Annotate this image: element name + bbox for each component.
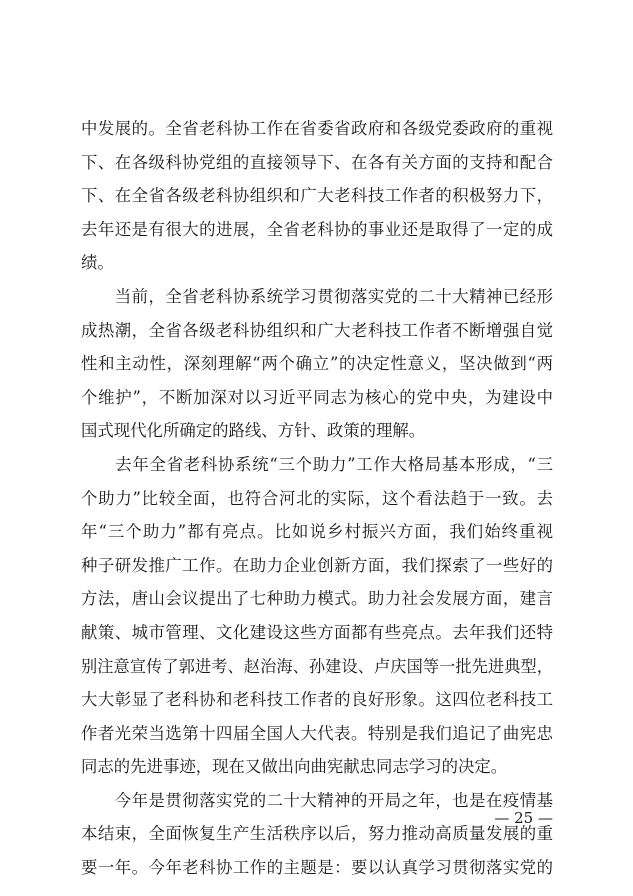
text-line: 绩。 [81, 253, 114, 273]
text-line: 今年是贯彻落实党的二十大精神的开局之年，也是在疫情基 [81, 790, 553, 810]
text-line: 年“三个助力”都有亮点。比如说乡村振兴方面，我们始终重视 [81, 522, 553, 542]
page-number: — 25 — [494, 809, 553, 827]
text-line: 中发展的。全省老科协工作在省委省政府和各级党委政府的重视 [81, 119, 553, 138]
text-line: 个维护”，不断加深对以习近平同志为核心的党中央，为建设中 [81, 387, 553, 407]
text-line: 去年全省老科协系统“三个助力”工作大格局基本形成，“三 [81, 454, 553, 474]
body-text [81, 112, 553, 885]
text-line: 下、在全省各级老科协组织和广大老科技工作者的积极努力下， [81, 186, 553, 206]
text-line: 方法，唐山会议提出了七种助力模式。助力社会发展方面，建言 [81, 589, 553, 609]
text-line: 去年还是有很大的进展，全省老科协的事业还是取得了一定的成 [81, 219, 553, 239]
text-line: 成热潮，全省各级老科协组织和广大老科技工作者不断增强自觉 [81, 320, 553, 340]
text-line: 个助力”比较全面，也符合河北的实际，这个看法趋于一致。去 [81, 488, 553, 508]
text-line: 作者光荣当选第十四届全国人大代表。特别是我们追记了曲宪忠 [81, 723, 553, 743]
text-line: 下、在各级科协党组的直接领导下、在各有关方面的支持和配合 [81, 152, 553, 172]
text-line: 国式现代化所确定的路线、方针、政策的理解。 [81, 421, 426, 441]
text-line: 种子研发推广工作。在助力企业创新方面，我们探索了一些好的 [81, 555, 553, 575]
text-line: 同志的先进事迹，现在又做出向曲宪献忠同志学习的决定。 [81, 757, 508, 777]
text-line: 大大彰显了老科协和老科技工作者的良好形象。这四位老科技工 [81, 690, 553, 710]
text-line: 性和主动性，深刻理解“两个确立”的决定性意义，坚决做到“两 [81, 354, 553, 374]
text-line: 当前，全省老科协系统学习贯彻落实党的二十大精神已经形 [81, 286, 553, 306]
text-line: 本结束，全面恢复生产生活秩序以后，努力推动高质量发展的重 [81, 824, 553, 844]
text-line: 要一年。今年老科协工作的主题是：要以认真学习贯彻落实党的 [81, 858, 553, 878]
text-line: 献策、城市管理、文化建设这些方面都有些亮点。去年我们还特 [81, 622, 553, 642]
text-line: 别注意宣传了郭进考、赵治海、孙建设、卢庆国等一批先进典型， [81, 656, 553, 676]
